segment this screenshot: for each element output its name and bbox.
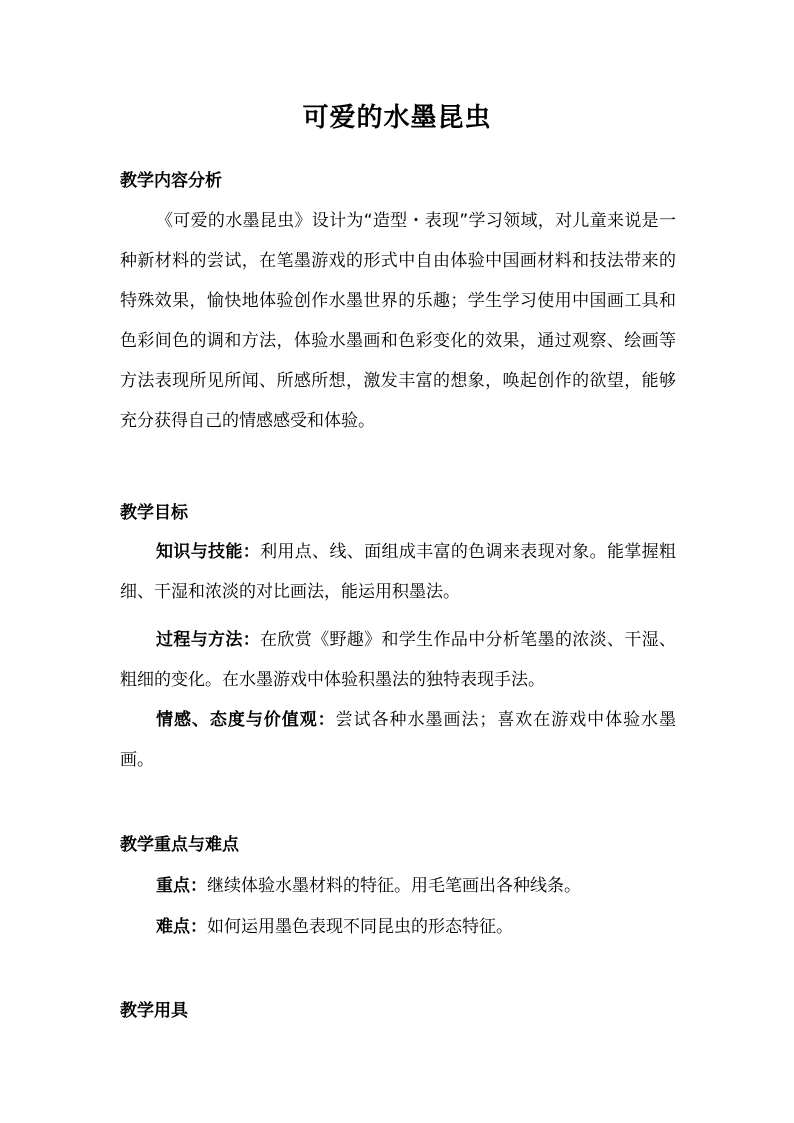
section-heading-goals: 教学目标 xyxy=(120,503,188,523)
page-title: 可爱的水墨昆虫 xyxy=(302,103,492,133)
goal-text: 在欣赏《野趣》和学生作品中分析笔墨的浓淡、干湿、粗细的变化。在水墨游戏中体验积墨法的独特表现手法。 xyxy=(120,630,677,690)
goal-text: 尝试各种水墨画法；喜欢在游戏中体验水墨画。 xyxy=(120,710,677,770)
key-point-text: 如何运用墨色表现不同昆虫的形态特征。 xyxy=(207,917,513,937)
key-point-label: 难点： xyxy=(156,917,207,937)
section-heading-tools: 教学用具 xyxy=(120,1001,188,1021)
key-point-item-focus xyxy=(120,866,676,906)
key-point-label: 重点： xyxy=(156,876,207,896)
goal-item-knowledge xyxy=(120,532,676,612)
goal-label: 过程与方法： xyxy=(156,630,261,650)
section-heading-content-analysis: 教学内容分析 xyxy=(120,171,222,191)
section-heading-key-points: 教学重点与难点 xyxy=(120,835,239,855)
goal-label: 情感、态度与价值观： xyxy=(156,710,336,730)
goal-item-emotion xyxy=(120,700,676,780)
goal-text: 利用点、线、面组成丰富的色调来表现对象。能掌握粗细、干湿和浓淡的对比画法，能运用积墨法。 xyxy=(120,542,677,602)
goal-label: 知识与技能： xyxy=(156,542,261,562)
goal-item-process xyxy=(120,620,676,700)
key-point-item-difficulty xyxy=(120,907,676,947)
key-point-text: 继续体验水墨材料的特征。用毛笔画出各种线条。 xyxy=(207,876,581,896)
content-analysis-paragraph: 《可爱的水墨昆虫》设计为“造型・表现”学习领域，对儿童来说是一种新材料的尝试，在笔墨游戏的形式中自由体验中国画材料和技法带来的特殊效果，愉快地体验创作水墨世界的乐趣；学生学习使用中国画工具和色彩间色的调和方法，体验水墨画和色彩变化的效果，通过观察、绘画等方法表现所见所闻、所感所想，激发丰富的想象，唤起创作的欲望，能够充分获得自己的情感感受和体验。 xyxy=(120,211,676,431)
